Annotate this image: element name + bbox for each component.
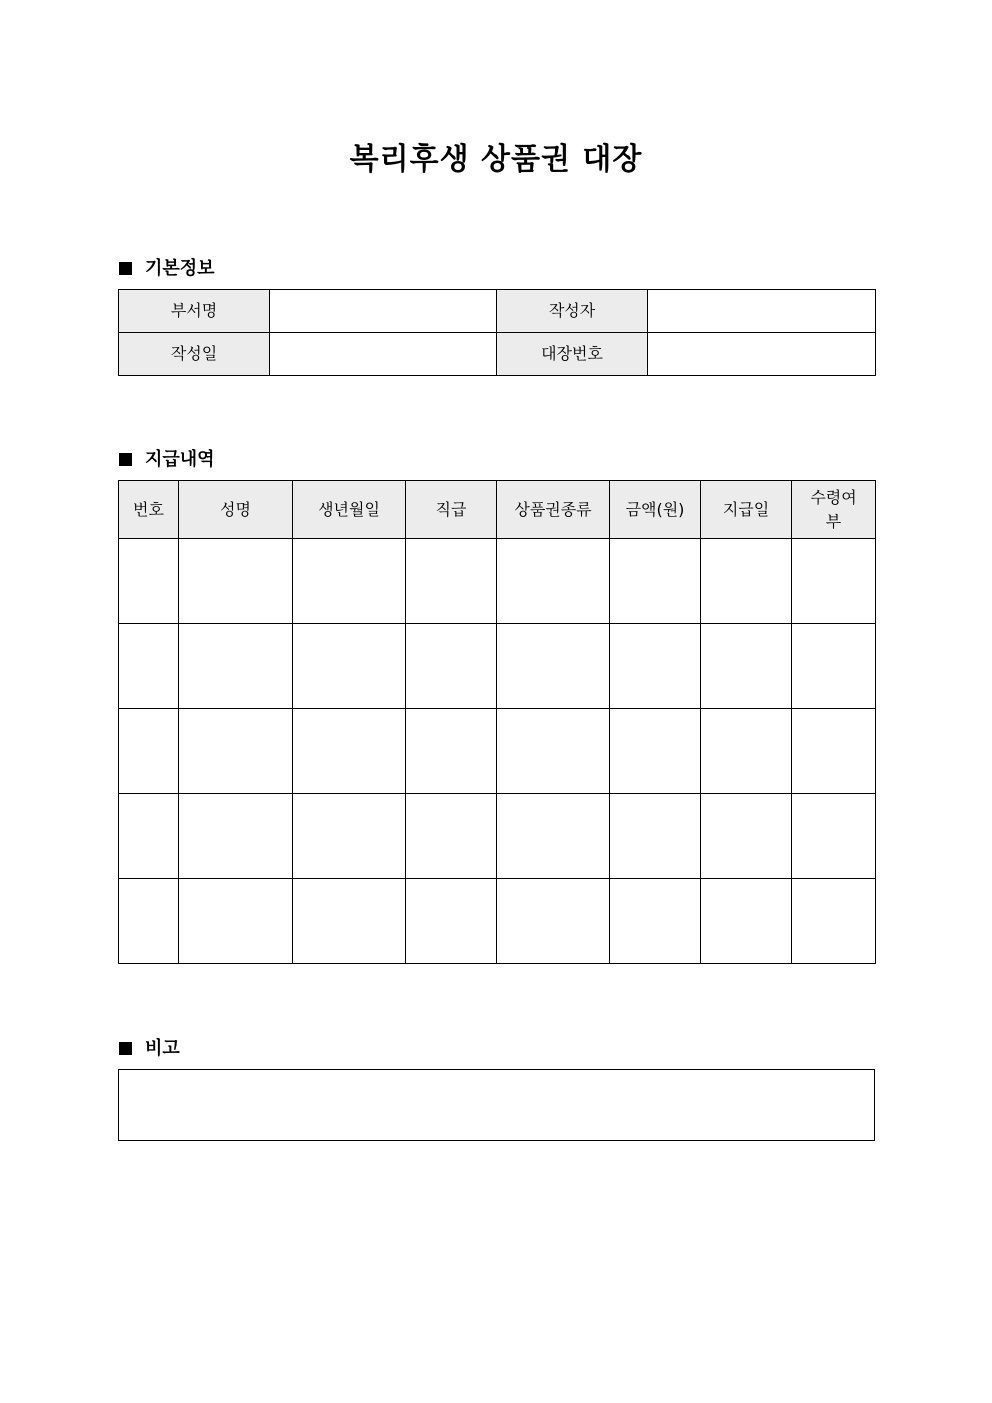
- table-cell[interactable]: [701, 539, 792, 624]
- table-cell[interactable]: [701, 879, 792, 964]
- table-cell[interactable]: [497, 879, 610, 964]
- table-cell[interactable]: [406, 794, 497, 879]
- table-row: [119, 709, 876, 794]
- column-header: 직급: [406, 481, 497, 539]
- table-cell[interactable]: [293, 879, 406, 964]
- table-cell[interactable]: [119, 539, 179, 624]
- table-cell[interactable]: [792, 709, 876, 794]
- ledger-number-field[interactable]: [648, 333, 876, 376]
- column-header: 지급일: [701, 481, 792, 539]
- column-header: 성명: [179, 481, 293, 539]
- section-remarks: [119, 1034, 180, 1060]
- section-heading-remarks: 비고: [145, 1038, 180, 1059]
- table-cell[interactable]: [179, 709, 293, 794]
- table-cell[interactable]: [497, 794, 610, 879]
- table-cell[interactable]: [179, 879, 293, 964]
- department-field[interactable]: [270, 290, 497, 333]
- table-cell[interactable]: [293, 709, 406, 794]
- column-header: 상품권종류: [497, 481, 610, 539]
- table-cell[interactable]: [406, 879, 497, 964]
- table-cell[interactable]: [701, 624, 792, 709]
- table-cell[interactable]: [119, 624, 179, 709]
- column-header: 수령여부: [792, 481, 876, 539]
- section-payout: [119, 445, 215, 471]
- table-cell[interactable]: [497, 624, 610, 709]
- section-heading-payout: 지급내역: [145, 449, 215, 470]
- column-header: 번호: [119, 481, 179, 539]
- table-cell[interactable]: [179, 794, 293, 879]
- field-label-department: 부서명: [119, 290, 270, 333]
- remarks-field[interactable]: [118, 1069, 875, 1141]
- table-row: [119, 624, 876, 709]
- table-cell[interactable]: [701, 794, 792, 879]
- table-cell[interactable]: [792, 624, 876, 709]
- table-cell[interactable]: [610, 794, 701, 879]
- table-header-row: [119, 481, 876, 539]
- field-label-author: 작성자: [497, 290, 648, 333]
- table-row: [119, 879, 876, 964]
- table-cell[interactable]: [610, 539, 701, 624]
- section-heading-basic-info: 기본정보: [145, 258, 215, 279]
- table-cell[interactable]: [792, 539, 876, 624]
- table-cell[interactable]: [179, 539, 293, 624]
- document-title: 복리후생 상품권 대장: [349, 142, 643, 177]
- date-field[interactable]: [270, 333, 497, 376]
- table-cell[interactable]: [610, 709, 701, 794]
- table-cell[interactable]: [119, 879, 179, 964]
- field-label-ledger-number: 대장번호: [497, 333, 648, 376]
- basic-info-table: [118, 289, 876, 376]
- table-cell[interactable]: [406, 709, 497, 794]
- table-row: [119, 333, 876, 376]
- column-header: 생년월일: [293, 481, 406, 539]
- table-cell[interactable]: [610, 624, 701, 709]
- table-cell[interactable]: [119, 709, 179, 794]
- table-row: [119, 290, 876, 333]
- table-cell[interactable]: [293, 794, 406, 879]
- table-cell[interactable]: [406, 624, 497, 709]
- payout-table: [118, 480, 876, 964]
- square-bullet-icon: [119, 453, 132, 466]
- table-cell[interactable]: [792, 879, 876, 964]
- table-row: [119, 794, 876, 879]
- table-cell[interactable]: [610, 879, 701, 964]
- square-bullet-icon: [119, 1042, 132, 1055]
- column-header: 금액(원): [610, 481, 701, 539]
- table-cell[interactable]: [792, 794, 876, 879]
- square-bullet-icon: [119, 262, 132, 275]
- table-cell[interactable]: [179, 624, 293, 709]
- table-cell[interactable]: [497, 539, 610, 624]
- table-row: [119, 539, 876, 624]
- table-cell[interactable]: [293, 539, 406, 624]
- author-field[interactable]: [648, 290, 876, 333]
- section-basic-info: [119, 254, 215, 280]
- table-cell[interactable]: [406, 539, 497, 624]
- field-label-date: 작성일: [119, 333, 270, 376]
- table-cell[interactable]: [497, 709, 610, 794]
- table-cell[interactable]: [119, 794, 179, 879]
- table-cell[interactable]: [293, 624, 406, 709]
- table-cell[interactable]: [701, 709, 792, 794]
